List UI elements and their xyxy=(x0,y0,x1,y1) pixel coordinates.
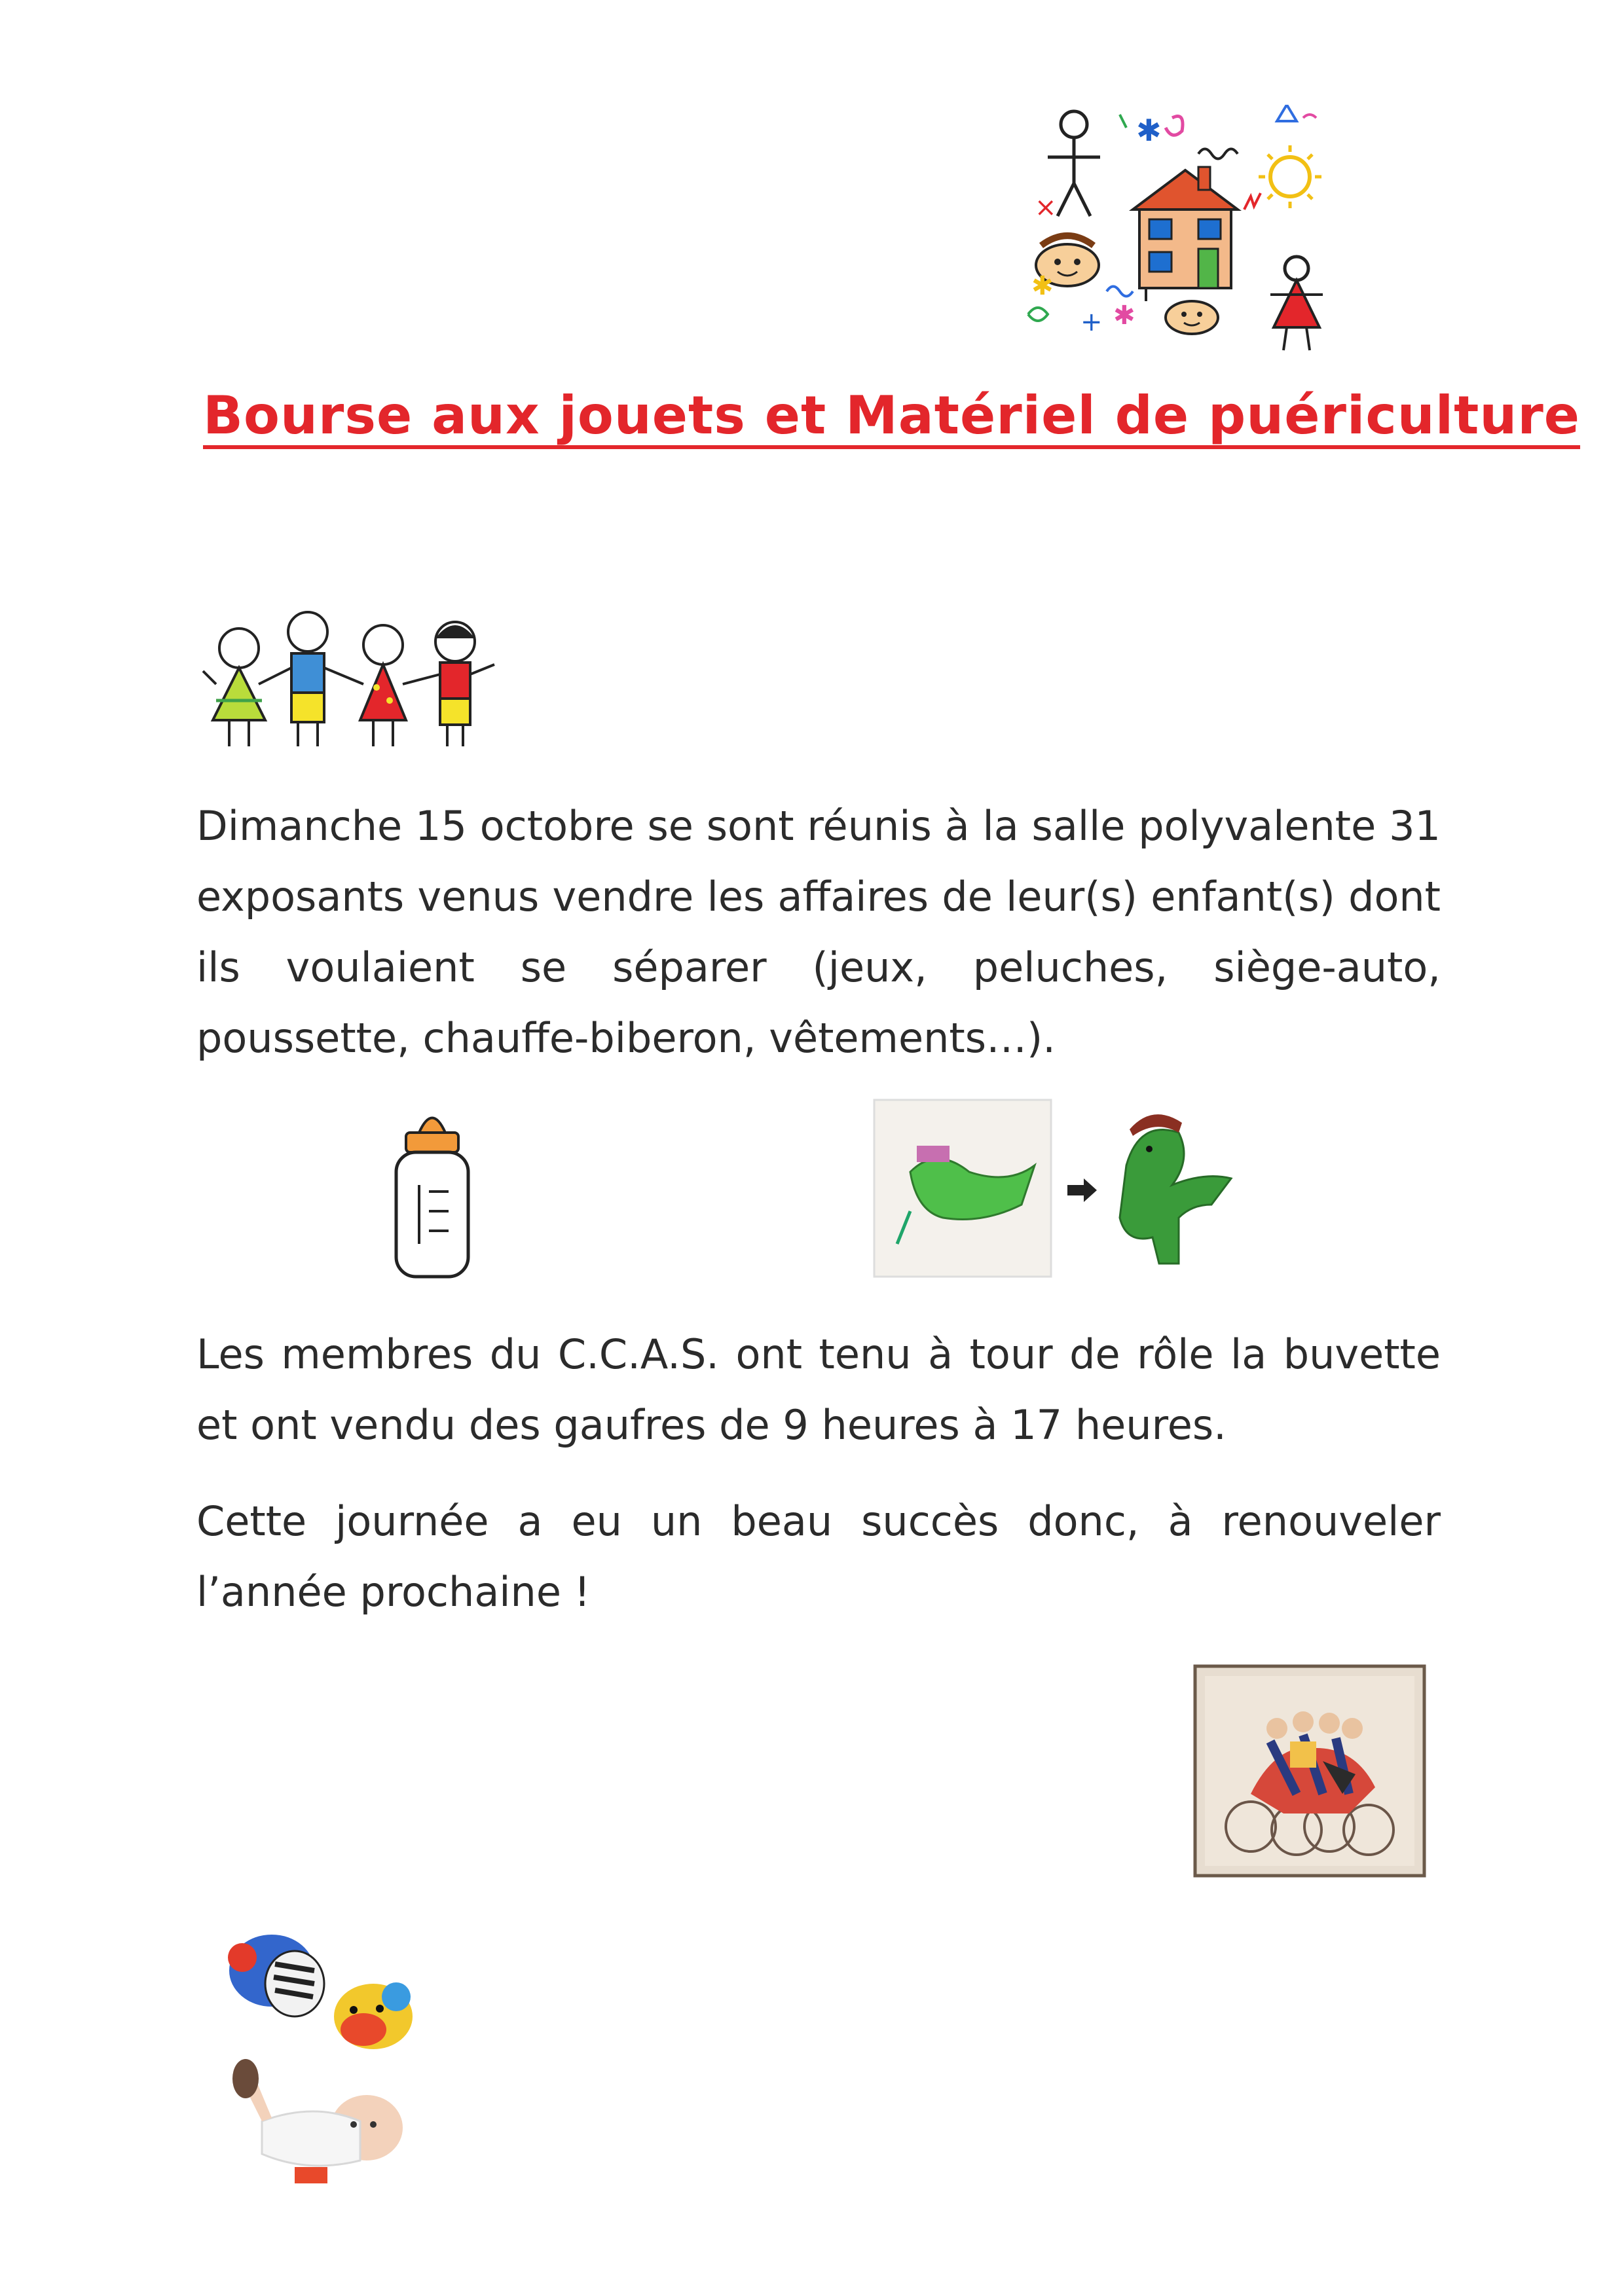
cyclists-painting-image xyxy=(1192,1663,1428,1879)
svg-text:×: × xyxy=(1035,192,1057,223)
svg-text:✱: ✱ xyxy=(1113,301,1135,331)
kids-doodle-house-image xyxy=(1022,105,1336,354)
baby-wrist-rattles-image xyxy=(196,1912,471,2187)
svg-text:+: + xyxy=(1080,307,1103,337)
paragraph-conclusion: Cette journée a eu un beau succès donc, à renouveler l’année prochaine ! xyxy=(196,1497,1441,1616)
dinosaur-drawing-plush-image xyxy=(871,1087,1238,1290)
children-holding-hands-image xyxy=(200,602,501,753)
paragraph-ccas-buvette: Les membres du C.C.A.S. ont tenu à tour de rôle la buvette et ont vendu des gaufres de 9 heures à 17 heures. xyxy=(196,1330,1441,1449)
paragraph-event-description: Dimanche 15 octobre se sont réunis à la salle polyvalente 31 exposants venus vendre les affaires de leur(s) enfant(s) dont ils voulaient se séparer (jeux, peluches, siège-auto, poussette, chauffe-biberon, vêtements…). xyxy=(196,802,1441,1062)
baby-bottle-image xyxy=(380,1106,485,1283)
page-title: Bourse aux jouets et Matériel de puériculture xyxy=(203,385,1581,446)
svg-text:✱: ✱ xyxy=(1031,271,1054,301)
svg-text:✱: ✱ xyxy=(1136,113,1162,148)
